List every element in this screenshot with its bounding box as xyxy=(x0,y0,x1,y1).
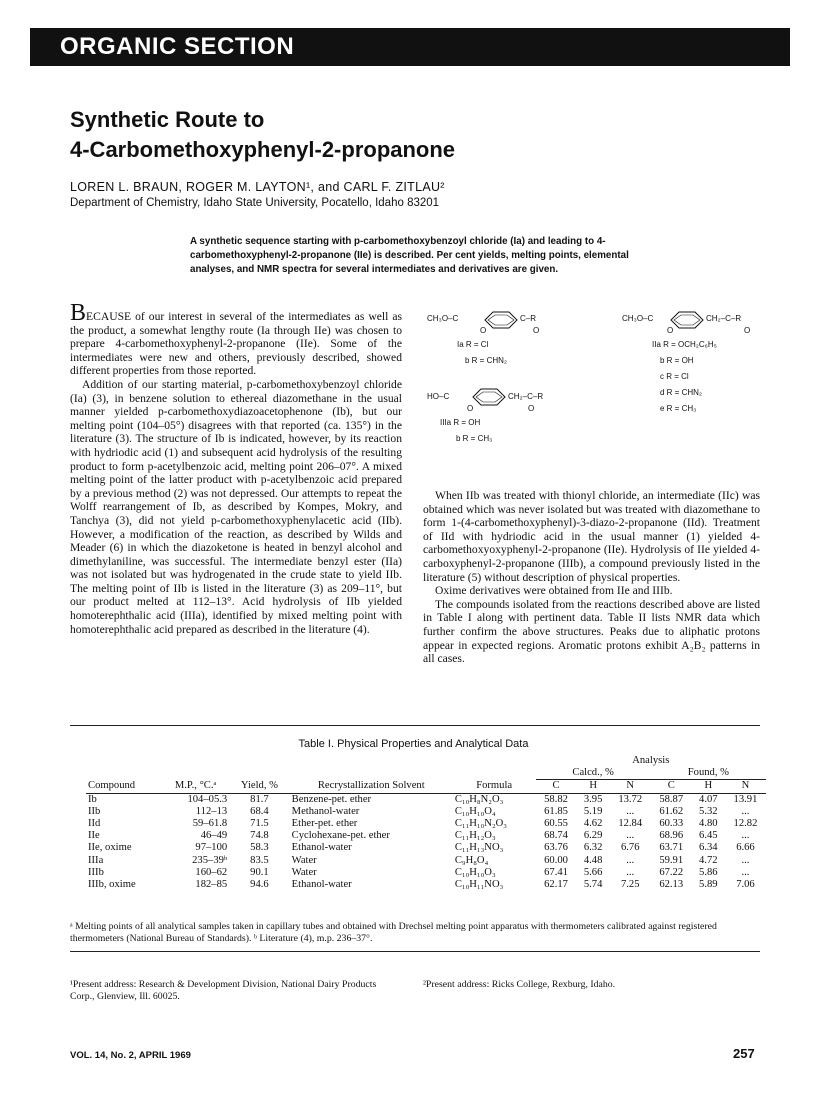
structure-2 xyxy=(671,312,703,328)
calcd-header: Calcd., % xyxy=(536,767,651,780)
table-cell: 74.8 xyxy=(250,830,269,842)
col-header: N xyxy=(725,780,766,793)
col-header: M.P., °C.ᵃ xyxy=(162,780,229,793)
table-cell: 12.84 xyxy=(618,818,643,830)
structure-1 xyxy=(485,312,517,328)
table-cell: 235–39ᵇ xyxy=(192,854,228,866)
table-cell: Methanol-water xyxy=(291,805,360,817)
table-cell: 7.06 xyxy=(736,879,755,891)
department: Department of Chemistry, Idaho State University, Pocatello, Idaho 83201 xyxy=(70,197,440,209)
table-cell: 60.00 xyxy=(544,854,568,866)
section-banner xyxy=(30,28,790,66)
table-cell: 6.32 xyxy=(583,842,603,854)
table-cell: ... xyxy=(626,854,635,866)
col-header: C xyxy=(651,780,692,793)
table-cell: C₁₀H₈N₂O₃ xyxy=(454,793,504,805)
table-cell: C₁₁H₁₂O₃ xyxy=(454,830,496,842)
table-cell: 7.25 xyxy=(620,879,640,891)
s1-right: C–R xyxy=(520,314,537,323)
right-column xyxy=(423,489,760,666)
table-cell: C₁₀H₁₁NO₃ xyxy=(454,879,504,891)
s2-right: CH₂–C–R xyxy=(706,314,742,323)
table-body xyxy=(86,793,766,891)
table-cell: C₁₀H₁₀O₄ xyxy=(454,805,496,817)
title-line-2: 4-Carbomethoxyphenyl-2-propanone xyxy=(70,137,456,162)
table-cell: 61.62 xyxy=(659,805,684,817)
table-cell: 3.95 xyxy=(583,793,603,805)
table-cell: 71.5 xyxy=(250,818,269,830)
table-cell: IIIb, oxime xyxy=(88,879,136,891)
table-row xyxy=(86,830,766,842)
table-cell: 4.48 xyxy=(583,854,603,866)
s1-o2: O xyxy=(533,326,540,335)
s3-left: HO–C xyxy=(427,392,450,401)
paragraph-3: When IIb was treated with thionyl chloride, an intermediate (IIc) was obtained which was never isolated but was treated with diazomethane to form 1-(4-carbomethoxyphenyl)-3-diazo-2-propanone (IId). Treatment of IId with hydriodic acid in the usual manner (1) yielded 4-carbomethoxyoxyphenyl-2-propanone (IIe). Hydrolysis of IIe yielded 4-carboxyphenyl-2-propanone (IIIb), a compound previously listed in the literature (5) without description of physical properties. xyxy=(423,489,760,584)
table-cell: 68.74 xyxy=(544,830,568,842)
s2-left: CH₃O–C xyxy=(622,314,654,323)
s2-label-d: d R = CHN₂ xyxy=(660,388,703,397)
table-cell: ... xyxy=(741,805,750,817)
article-title xyxy=(70,105,455,165)
table-cell: Ib xyxy=(88,793,97,805)
analysis-header: Analysis xyxy=(632,755,670,766)
footnote-1: ¹Present address: Research & Development Division, National Dairy Products Corp., Glenview, Ill. 60025. xyxy=(70,979,377,1002)
s2-label-b: b R = OH xyxy=(660,356,694,365)
table-cell: 67.41 xyxy=(544,866,568,878)
s1-left: CH₃O–C xyxy=(427,314,459,323)
drop-cap: B xyxy=(70,300,87,326)
paragraph-4: Oxime derivatives were obtained from IIe and IIIb. xyxy=(435,584,673,598)
table-cell: 62.13 xyxy=(659,879,684,891)
table-cell: ... xyxy=(626,830,635,842)
abstract: A synthetic sequence starting with p-carbomethoxybenzoyl chloride (Ia) and leading to 4-carbomethoxyphenyl-2-propanone (IIe) is described. Per cent yields, melting points, elemental analyses, and NMR spectra for several intermediates and derivatives are given. xyxy=(190,236,629,276)
table-cell: 59.91 xyxy=(659,854,684,866)
table-cell: 61.85 xyxy=(544,805,568,817)
structure-diagrams xyxy=(425,306,765,476)
table-cell: 5.32 xyxy=(699,805,718,817)
table-cell: 112–13 xyxy=(195,805,228,817)
table-row xyxy=(86,855,766,867)
table-cell: 6.76 xyxy=(620,842,640,854)
table-cell: 5.19 xyxy=(583,805,603,817)
table-cell: ... xyxy=(626,866,635,878)
s2-o: O xyxy=(667,326,674,335)
found-header: Found, % xyxy=(651,767,766,780)
table-cell: ... xyxy=(626,805,635,817)
table-cell: C₁₁H₁₀N₂O₃ xyxy=(454,818,507,830)
table-cell: 46–49 xyxy=(200,830,228,842)
table-cell: 13.91 xyxy=(733,793,758,805)
table-cell: 68.4 xyxy=(250,805,269,817)
section-title: ORGANIC SECTION xyxy=(60,33,295,60)
table-cell: 58.87 xyxy=(659,793,684,805)
table-cell: 60.55 xyxy=(544,818,568,830)
table-cell: 5.74 xyxy=(583,879,603,891)
col-header: H xyxy=(577,780,610,793)
table-top-rule xyxy=(70,725,760,726)
table-cell: IIIa xyxy=(88,854,104,866)
col-header: H xyxy=(692,780,725,793)
table-row xyxy=(86,793,766,806)
s2-label-c: c R = Cl xyxy=(660,372,689,381)
table-cell: 60.33 xyxy=(659,818,684,830)
table-cell: 6.29 xyxy=(583,830,603,842)
table-cell: 58.82 xyxy=(544,793,568,805)
journal-issue: VOL. 14, No. 2, APRIL 1969 xyxy=(70,1050,191,1061)
table-cell: 59–61.8 xyxy=(192,818,228,830)
table-cell: 81.7 xyxy=(250,793,269,805)
properties-table xyxy=(86,755,766,891)
table-cell: ... xyxy=(741,854,750,866)
table-cell: C₉H₈O₄ xyxy=(454,854,489,866)
col-header: Formula xyxy=(453,780,536,793)
table-cell: 12.82 xyxy=(733,818,758,830)
table-cell: 62.17 xyxy=(544,879,568,891)
table-cell: Water xyxy=(291,854,317,866)
table-cell: 63.76 xyxy=(544,842,568,854)
table-cell: IIe xyxy=(88,830,100,842)
table-cell: 4.72 xyxy=(699,854,718,866)
table-cell: 6.66 xyxy=(736,842,755,854)
s2-o2: O xyxy=(744,326,751,335)
table-cell: 67.22 xyxy=(659,866,684,878)
table-cell: 6.34 xyxy=(699,842,718,854)
table-cell: IIIb xyxy=(88,866,104,878)
table-cell: Benzene-pet. ether xyxy=(291,793,372,805)
table-cell: 63.71 xyxy=(659,842,684,854)
s1-label-b: b R = CHN₂ xyxy=(465,356,508,365)
table-cell: Ether-pet. ether xyxy=(291,818,358,830)
table-row xyxy=(86,818,766,830)
structure-3 xyxy=(473,389,505,405)
col-header: Yield, % xyxy=(229,780,289,793)
table-cell: Ethanol-water xyxy=(291,879,352,891)
left-column xyxy=(70,300,402,636)
s2-label-a: IIa R = OCH₂C₆H₅ xyxy=(652,340,717,349)
paragraph-5: The compounds isolated from the reactions described above are listed in Table I along with pertinent data. Table II lists NMR data which further confirm the above structures. Peaks due to aliphatic protons appear in expected regions. Aromatic protons exhibit A₂B₂ patterns in all cases. xyxy=(423,597,760,666)
table-cell: 6.45 xyxy=(699,830,718,842)
table-cell: 160–62 xyxy=(195,866,228,878)
table-footnote: ᵃ Melting points of all analytical samples taken in capillary tubes and obtained with Drechsel melting point apparatus with thermometers calibrated against registered thermometers (National Bureau of Standards). ᵇ Literature (4), m.p. 236–37°. xyxy=(70,921,717,944)
s3-right: CH₂–C–R xyxy=(508,392,544,401)
page-number: 257 xyxy=(733,1046,755,1061)
table-cell: 94.6 xyxy=(250,879,269,891)
table-cell: 5.66 xyxy=(583,866,603,878)
table-cell: 4.62 xyxy=(583,818,603,830)
table-cell: 97–100 xyxy=(195,842,228,854)
table-cell: 68.96 xyxy=(659,830,684,842)
table-cell: 104–05.3 xyxy=(187,793,228,805)
s3-label-a: IIIa R = OH xyxy=(440,418,481,427)
table-row xyxy=(86,842,766,854)
col-header: Compound xyxy=(86,780,162,793)
footnote-2: ²Present address: Ricks College, Rexburg, Idaho. xyxy=(423,979,616,990)
table-cell: Water xyxy=(291,866,317,878)
s3-o: O xyxy=(467,404,474,413)
paragraph-2: Addition of our starting material, p-carbomethoxybenzoyl chloride (Ia) (3), in benzene solution to ethereal diazomethane in the usual manner yielded p-carbomethoxydiazoacetophenone (Ib), but our melting point (104–05°) disagrees with that reported (ca. 135°) in the literature (3). The structure of Ib is indicated, however, by its reaction with hydriodic acid (1) and subsequent acid hydrolysis of the resulting product to form p-acetylbenzoic acid, melting point 206–07°. A mixed melting point of the latter product with p-acetylbenzoic acid prepared by a previous method (2) was not depressed. Our attempts to repeat the Wolff rearrangement of Ib, as described by Kompes, Mokry, and Tanchya (3), did not yield p-carbomethoxyphenylacetic acid (IIb). However, a modification of the reaction, as described by Wilds and Meader (6) in which the diazoketone is heated in benzyl alcohol and dimethylaniline, was successful. The intermediate benzyl ester (IIa) was not isolated but was hydrogenated in the crude state to yield IIb. The melting point of IIb is listed in the literature (3) as 209–11°, but our product melted at 112–13°. Acid hydrolysis of IIb yielded homoterephthalic acid (IIIa), identified by mixed melting point with homoterephthalic acid prepared as described in the literature (4). xyxy=(70,377,402,636)
title-line-1: Synthetic Route to xyxy=(70,107,265,132)
table-bottom-rule xyxy=(70,951,760,952)
table-cell: C₁₁H₁₃NO₃ xyxy=(454,842,504,854)
column-header-row xyxy=(86,780,766,793)
table-cell: 182–85 xyxy=(195,879,228,891)
table-cell: IIb xyxy=(88,805,101,817)
table-caption: Table I. Physical Properties and Analytical Data xyxy=(298,738,529,750)
col-header: Recrystallization Solvent xyxy=(290,780,453,793)
table-cell: 83.5 xyxy=(250,854,269,866)
table-cell: 58.3 xyxy=(250,842,269,854)
table-cell: 4.80 xyxy=(699,818,718,830)
table-cell: ... xyxy=(741,866,750,878)
col-header: N xyxy=(610,780,651,793)
table-row xyxy=(86,879,766,891)
table-cell: ... xyxy=(741,830,750,842)
table-cell: Ethanol-water xyxy=(291,842,352,854)
table-row xyxy=(86,867,766,879)
s3-label-b: b R = CH₃ xyxy=(456,434,493,443)
table-cell: IIe, oxime xyxy=(88,842,132,854)
table-cell: Cyclohexane-pet. ether xyxy=(291,830,390,842)
s2-label-e: e R = CH₃ xyxy=(660,404,697,413)
table-cell: 5.89 xyxy=(699,879,718,891)
s1-label-a: Ia R = Cl xyxy=(457,340,489,349)
table-cell: 90.1 xyxy=(250,866,269,878)
table-cell: 4.07 xyxy=(699,793,718,805)
table-cell: 5.86 xyxy=(699,866,718,878)
authors: LOREN L. BRAUN, ROGER M. LAYTON¹, and CARL F. ZITLAU² xyxy=(70,180,445,194)
table-cell: IId xyxy=(88,818,101,830)
table-cell: C₁₀H₁₀O₃ xyxy=(454,866,496,878)
table-cell: 13.72 xyxy=(618,793,643,805)
paragraph-1: BECAUSE of our interest in several of the intermediates as well as the product, a somewhat lengthy route (Ia through IIe) was chosen to prepare 4-carbomethoxyphenyl-2-propanone (IIe). Some of the intermediates were new and others, previously described, showed different properties from those reported. xyxy=(70,300,402,378)
s1-o: O xyxy=(480,326,487,335)
s3-o2: O xyxy=(528,404,535,413)
table-row xyxy=(86,806,766,818)
col-header: C xyxy=(536,780,577,793)
